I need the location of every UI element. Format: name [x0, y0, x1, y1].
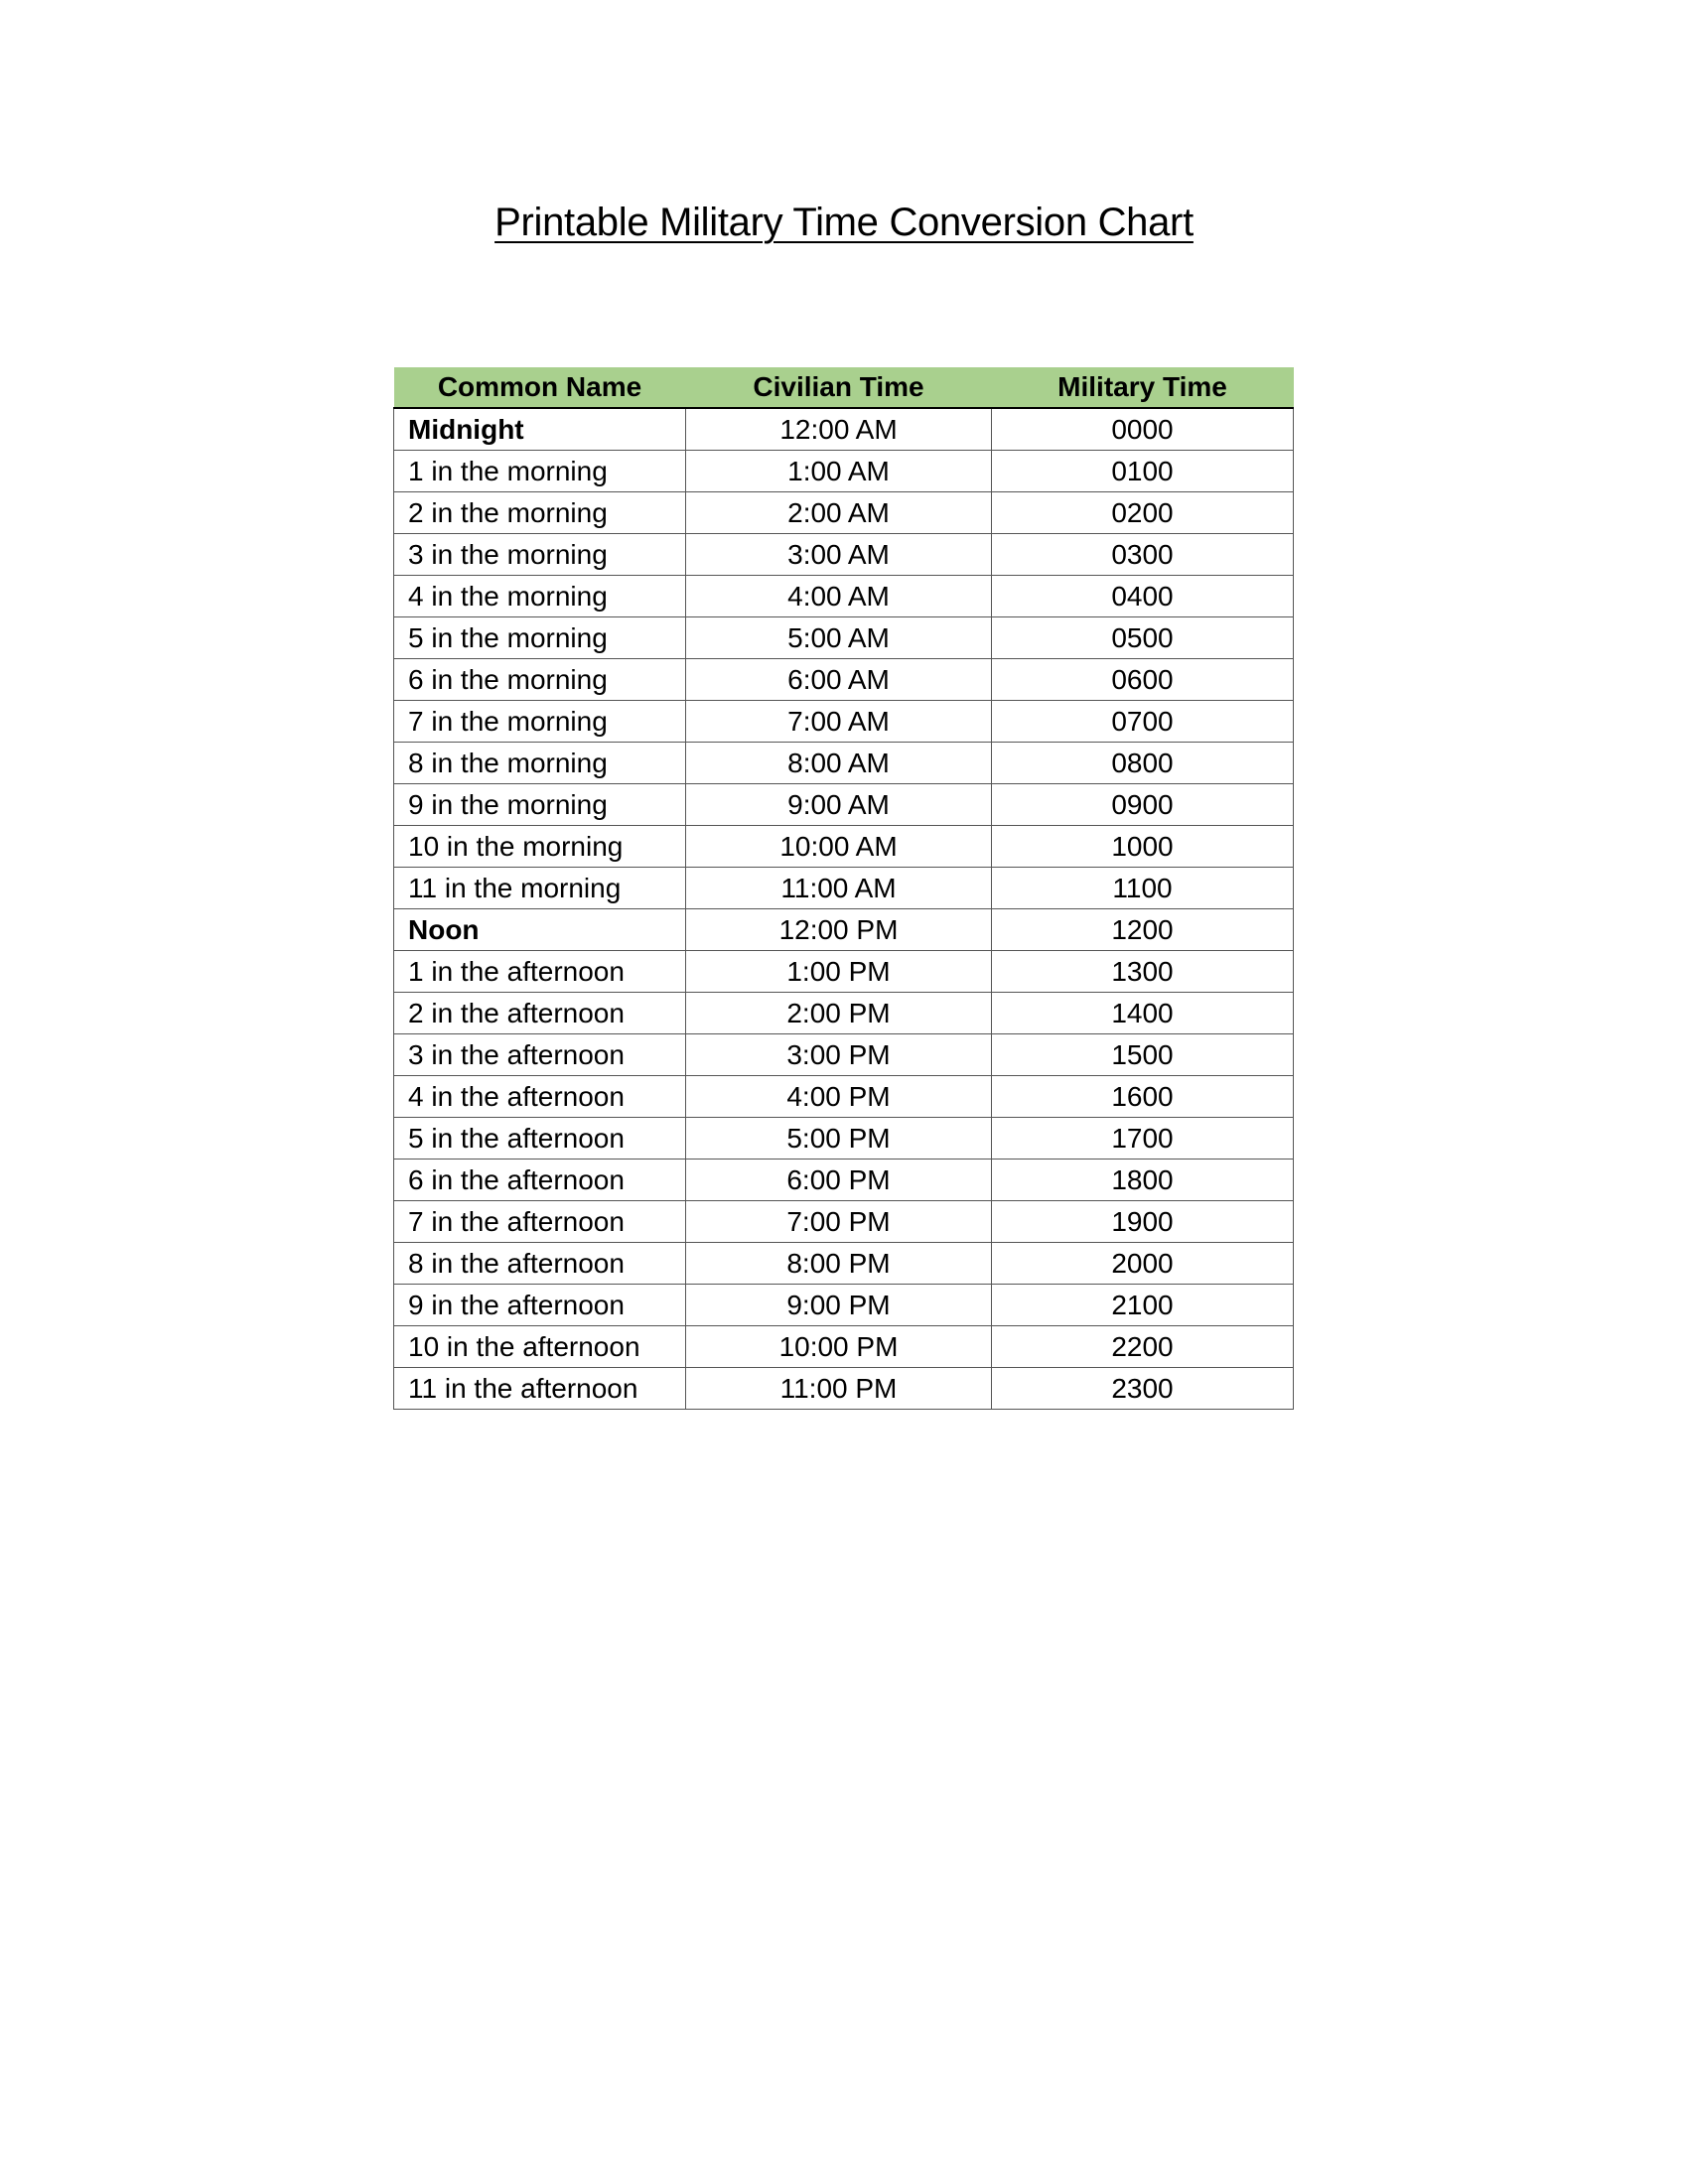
common-name-cell: 8 in the afternoon — [394, 1243, 686, 1285]
civilian-time-cell: 5:00 AM — [686, 617, 992, 659]
common-name-cell: 6 in the morning — [394, 659, 686, 701]
common-name-cell: 9 in the afternoon — [394, 1285, 686, 1326]
table-row — [394, 534, 1294, 576]
common-name-cell: 6 in the afternoon — [394, 1160, 686, 1201]
military-time-cell: 1800 — [992, 1160, 1294, 1201]
civilian-time-cell: 12:00 AM — [686, 408, 992, 451]
header-row — [394, 367, 1294, 408]
common-name-cell: Noon — [394, 909, 686, 951]
civilian-time-cell: 8:00 PM — [686, 1243, 992, 1285]
civilian-time-cell: 7:00 PM — [686, 1201, 992, 1243]
military-time-cell: 0300 — [992, 534, 1294, 576]
military-time-cell: 1700 — [992, 1118, 1294, 1160]
civilian-time-cell: 11:00 AM — [686, 868, 992, 909]
common-name-cell: 5 in the morning — [394, 617, 686, 659]
table-row — [394, 1326, 1294, 1368]
military-time-cell: 1600 — [992, 1076, 1294, 1118]
header-military-time: Military Time — [992, 367, 1294, 408]
civilian-time-cell: 4:00 AM — [686, 576, 992, 617]
table-row — [394, 492, 1294, 534]
page-title: Printable Military Time Conversion Chart — [494, 201, 1194, 244]
military-time-cell: 1500 — [992, 1034, 1294, 1076]
civilian-time-cell: 8:00 AM — [686, 743, 992, 784]
table-row — [394, 1368, 1294, 1410]
common-name-cell: 8 in the morning — [394, 743, 686, 784]
military-time-cell: 0100 — [992, 451, 1294, 492]
civilian-time-cell: 6:00 AM — [686, 659, 992, 701]
table-row — [394, 617, 1294, 659]
common-name-cell: 10 in the afternoon — [394, 1326, 686, 1368]
conversion-table — [393, 367, 1294, 1410]
military-time-cell: 1000 — [992, 826, 1294, 868]
civilian-time-cell: 3:00 PM — [686, 1034, 992, 1076]
civilian-time-cell: 4:00 PM — [686, 1076, 992, 1118]
table-row — [394, 909, 1294, 951]
common-name-cell: 7 in the morning — [394, 701, 686, 743]
common-name-cell: 10 in the morning — [394, 826, 686, 868]
civilian-time-cell: 9:00 AM — [686, 784, 992, 826]
civilian-time-cell: 9:00 PM — [686, 1285, 992, 1326]
table-row — [394, 408, 1294, 451]
common-name-cell: 1 in the afternoon — [394, 951, 686, 993]
common-name-cell: 2 in the afternoon — [394, 993, 686, 1034]
table-body — [394, 408, 1294, 1410]
military-time-cell: 2200 — [992, 1326, 1294, 1368]
common-name-cell: 4 in the afternoon — [394, 1076, 686, 1118]
table-row — [394, 1243, 1294, 1285]
common-name-cell: 5 in the afternoon — [394, 1118, 686, 1160]
military-time-cell: 0600 — [992, 659, 1294, 701]
common-name-cell: 9 in the morning — [394, 784, 686, 826]
common-name-cell: 2 in the morning — [394, 492, 686, 534]
civilian-time-cell: 10:00 PM — [686, 1326, 992, 1368]
table-row — [394, 576, 1294, 617]
military-time-cell: 0400 — [992, 576, 1294, 617]
common-name-cell: 7 in the afternoon — [394, 1201, 686, 1243]
military-time-cell: 1100 — [992, 868, 1294, 909]
military-time-cell: 1200 — [992, 909, 1294, 951]
military-time-cell: 0700 — [992, 701, 1294, 743]
table-row — [394, 1118, 1294, 1160]
common-name-cell: 4 in the morning — [394, 576, 686, 617]
military-time-cell: 1400 — [992, 993, 1294, 1034]
table-header — [394, 367, 1294, 408]
military-time-cell: 2300 — [992, 1368, 1294, 1410]
common-name-cell: 3 in the afternoon — [394, 1034, 686, 1076]
military-time-cell: 1300 — [992, 951, 1294, 993]
civilian-time-cell: 11:00 PM — [686, 1368, 992, 1410]
common-name-cell: 3 in the morning — [394, 534, 686, 576]
military-time-cell: 2000 — [992, 1243, 1294, 1285]
military-time-cell: 2100 — [992, 1285, 1294, 1326]
table-row — [394, 1076, 1294, 1118]
table-row — [394, 1034, 1294, 1076]
civilian-time-cell: 1:00 PM — [686, 951, 992, 993]
common-name-cell: 1 in the morning — [394, 451, 686, 492]
civilian-time-cell: 12:00 PM — [686, 909, 992, 951]
military-time-cell: 0200 — [992, 492, 1294, 534]
table-row — [394, 1160, 1294, 1201]
table-row — [394, 868, 1294, 909]
table-row — [394, 743, 1294, 784]
civilian-time-cell: 3:00 AM — [686, 534, 992, 576]
table-row — [394, 451, 1294, 492]
civilian-time-cell: 6:00 PM — [686, 1160, 992, 1201]
common-name-cell: 11 in the afternoon — [394, 1368, 686, 1410]
military-time-cell: 1900 — [992, 1201, 1294, 1243]
header-common-name: Common Name — [394, 367, 686, 408]
civilian-time-cell: 5:00 PM — [686, 1118, 992, 1160]
civilian-time-cell: 7:00 AM — [686, 701, 992, 743]
table-row — [394, 1201, 1294, 1243]
table-row — [394, 701, 1294, 743]
table-row — [394, 659, 1294, 701]
civilian-time-cell: 2:00 AM — [686, 492, 992, 534]
table-row — [394, 1285, 1294, 1326]
military-time-cell: 0000 — [992, 408, 1294, 451]
civilian-time-cell: 1:00 AM — [686, 451, 992, 492]
military-time-cell: 0500 — [992, 617, 1294, 659]
military-time-cell: 0800 — [992, 743, 1294, 784]
table-row — [394, 784, 1294, 826]
table-row — [394, 951, 1294, 993]
common-name-cell: Midnight — [394, 408, 686, 451]
table-row — [394, 826, 1294, 868]
common-name-cell: 11 in the morning — [394, 868, 686, 909]
military-time-cell: 0900 — [992, 784, 1294, 826]
civilian-time-cell: 10:00 AM — [686, 826, 992, 868]
header-civilian-time: Civilian Time — [686, 367, 992, 408]
table-row — [394, 993, 1294, 1034]
civilian-time-cell: 2:00 PM — [686, 993, 992, 1034]
